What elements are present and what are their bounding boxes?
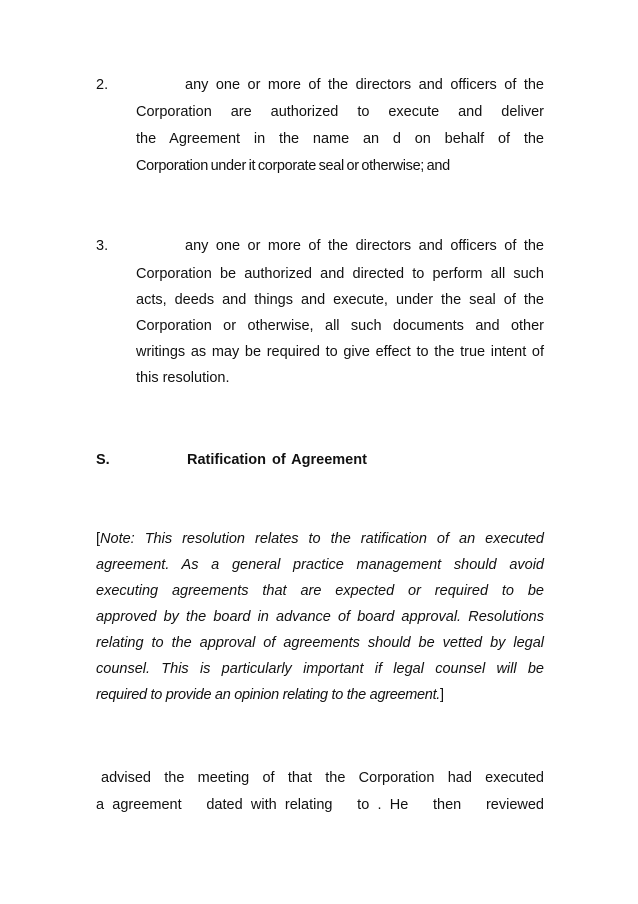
note-line: counsel. This is particularly important if legal counsel will be — [96, 661, 544, 677]
paragraph-line: a agreement dated with relating to . He then reviewed — [96, 797, 544, 813]
item-text-line: Corporation be authorized and directed to perform all such — [136, 266, 544, 282]
section-number: S. — [96, 452, 110, 468]
note-open-bracket: [ — [96, 531, 101, 547]
item-text-line: Corporation are authorized to execute and deliver — [136, 104, 544, 120]
note-text: required to provide an opinion relating to the agreement. — [96, 687, 441, 703]
note-text: Note: This resolution relates to the ratification of an executed — [100, 531, 544, 547]
paragraph-line: advised the meeting of that the Corporation had executed — [101, 770, 544, 786]
item-number: 2. — [96, 77, 109, 93]
note-line: agreement. As a general practice management should avoid — [96, 557, 544, 573]
item-text-line: any one or more of the directors and officers of the — [185, 238, 544, 254]
item-text-line: acts, deeds and things and execute, under the seal of the — [136, 292, 544, 308]
item-text-line: Corporation or otherwise, all such documents and other — [136, 318, 544, 334]
note-line: executing agreements that are expected or required to be — [96, 583, 544, 599]
section-title: Ratification of Agreement — [187, 452, 367, 468]
item-text-line: the Agreement in the name an d on behalf of the — [136, 131, 544, 147]
item-text-line: Corporation under it corporate seal or otherwise; and — [136, 158, 450, 174]
item-text-line: writings as may be required to give effect to the true intent of — [136, 344, 544, 360]
note-line: relating to the approval of agreements should be vetted by legal — [96, 635, 544, 651]
note-line: approved by the board in advance of board approval. Resolutions — [96, 609, 544, 625]
item-number: 3. — [96, 238, 109, 254]
note-line — [96, 531, 544, 547]
note-close-bracket: ] — [440, 687, 444, 703]
note-line — [96, 687, 544, 703]
item-text-line: this resolution. — [136, 370, 230, 386]
item-text-line: any one or more of the directors and officers of the — [185, 77, 544, 93]
